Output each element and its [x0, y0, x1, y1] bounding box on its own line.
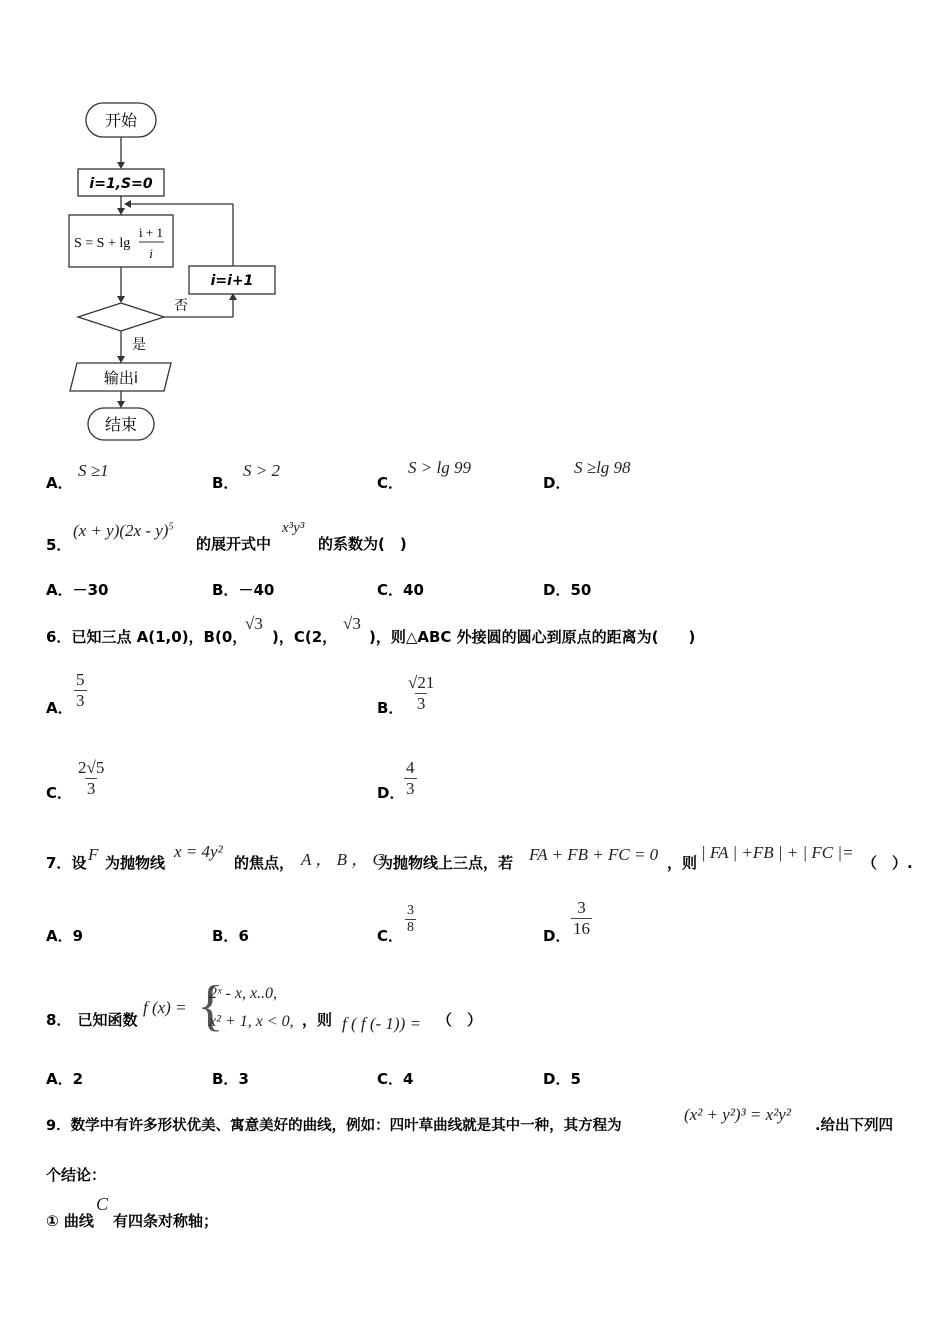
- q8-function-name: f (x) =: [143, 998, 187, 1017]
- q5-text-1: 的展开式中: [196, 535, 272, 553]
- q8-option-c[interactable]: C．4: [377, 1070, 414, 1088]
- q5-option-d[interactable]: D．50: [543, 581, 592, 599]
- q4-option-b[interactable]: B．: [212, 474, 239, 492]
- q5-option-a[interactable]: A．－30: [46, 581, 109, 599]
- flowchart-start-text: 开始: [104, 111, 138, 130]
- q9-item-1: ① 曲线: [46, 1212, 94, 1230]
- q7-option-d-frac: $\frac{3}{16}$: [573, 898, 590, 938]
- q6-option-d-frac: $\frac{4}{3}$: [406, 758, 415, 798]
- q6-option-b[interactable]: B．: [377, 699, 404, 717]
- flowchart-end-text: 结束: [104, 415, 138, 434]
- flowchart-decision-node: [78, 303, 164, 331]
- q5-expression: (x + y)(2x - y)$^5$: [73, 521, 174, 540]
- q4-option-a[interactable]: A．: [46, 474, 73, 492]
- flowchart-yes-label: 是: [132, 337, 146, 353]
- q6-sqrt-2: √3: [343, 614, 361, 633]
- q6-option-d[interactable]: D．: [377, 784, 405, 802]
- q6-option-c-frac: $\frac{2√5}{3}$: [78, 758, 105, 798]
- q6-option-b-frac: $\frac{√21}{3}$: [408, 673, 435, 713]
- q9-item-1-curve: C: [96, 1194, 109, 1214]
- q7-text-2: 为抛物线: [105, 854, 166, 872]
- q6-option-a-frac: $\frac{5}{3}$: [76, 670, 85, 710]
- q9-equation: (x² + y²)³ = x²y²: [684, 1105, 791, 1124]
- q6-option-c[interactable]: C．: [46, 784, 73, 802]
- question-8: 8． 已知函数: [46, 1011, 138, 1029]
- flowchart-init-text: i=1,S=0: [89, 176, 153, 192]
- flowchart-output-text: 输出i: [103, 369, 139, 387]
- flowchart-process-den: i: [149, 246, 153, 261]
- flowchart-no-label: 否: [174, 298, 188, 314]
- q7-option-d[interactable]: D．: [543, 927, 571, 945]
- q4-option-c-expr: S > lg 99: [408, 458, 471, 477]
- q8-case-2: x² + 1, x < 0,: [209, 1013, 294, 1030]
- flowchart-increment-text: i=i+1: [210, 273, 254, 289]
- flowchart: [60, 95, 290, 450]
- question-9: 9．数学中有许多形状优美、寓意美好的曲线，例如：四叶草曲线就是其中一种，其方程为: [46, 1118, 622, 1134]
- q7-option-a[interactable]: A．9: [46, 927, 84, 945]
- q8-text-3: （ ）: [437, 1011, 483, 1029]
- q7-text-5: ，则: [667, 854, 698, 872]
- q5-term: x³y³: [282, 520, 305, 536]
- q8-piecewise-brace: {: [197, 975, 224, 1037]
- question-7: 7．设: [46, 854, 87, 872]
- q8-composite: f ( f (- 1)) =: [342, 1014, 421, 1033]
- q7-parabola-eq: x = 4y²: [174, 842, 223, 861]
- q7-option-c-frac: $\frac{3}{8}$: [407, 903, 414, 935]
- q7-text-6: （ ）.: [862, 854, 913, 872]
- q7-vector-eq: FA + FB + FC = 0: [529, 845, 659, 864]
- q9-line-2: 个结论：: [46, 1166, 107, 1184]
- q4-option-b-expr: S > 2: [243, 461, 280, 480]
- q7-abs-expr: | FA | +FB | + | FC |=: [701, 843, 854, 862]
- flowchart-process-num: i + 1: [139, 225, 163, 240]
- q4-option-d-expr: S ≥lg 98: [574, 458, 631, 477]
- q9-text-2: .给出下列四: [815, 1118, 894, 1134]
- question-5: 5．: [46, 536, 72, 554]
- q5-option-b[interactable]: B．－40: [212, 581, 275, 599]
- q7-text-3: 的焦点，: [234, 854, 295, 872]
- question-6: 6．已知三点 A(1,0)，B(0，: [46, 628, 248, 646]
- q4-option-c[interactable]: C．: [377, 474, 404, 492]
- q8-text-2: ，则: [302, 1011, 333, 1029]
- q8-option-b[interactable]: B．3: [212, 1070, 249, 1088]
- q7-text-4: 为抛物线上三点，若: [378, 854, 514, 872]
- q9-item-1-suffix: 有四条对称轴；: [113, 1212, 219, 1230]
- q5-option-c[interactable]: C．40: [377, 581, 424, 599]
- q6-text-b: )，C(2，: [272, 628, 338, 646]
- q8-case-1: 2ˣ - x, x..0,: [209, 985, 278, 1002]
- q4-option-a-expr: S ≥1: [78, 461, 109, 480]
- q7-focus-F: F: [88, 845, 99, 864]
- q7-option-c[interactable]: C．: [377, 927, 404, 945]
- q6-option-a[interactable]: A．: [46, 699, 73, 717]
- q5-text-2: 的系数为( ): [318, 535, 407, 553]
- q7-points: A ， B ， C: [301, 850, 384, 869]
- q4-option-d[interactable]: D．: [543, 474, 571, 492]
- q6-sqrt-1: √3: [245, 614, 263, 633]
- q6-text-c: )，则△ABC 外接圆的圆心到原点的距离为( ): [369, 628, 696, 646]
- q8-option-a[interactable]: A．2: [46, 1070, 84, 1088]
- q7-option-b[interactable]: B．6: [212, 927, 249, 945]
- flowchart-process-lhs: S = S + lg: [74, 236, 131, 251]
- q8-option-d[interactable]: D．5: [543, 1070, 581, 1088]
